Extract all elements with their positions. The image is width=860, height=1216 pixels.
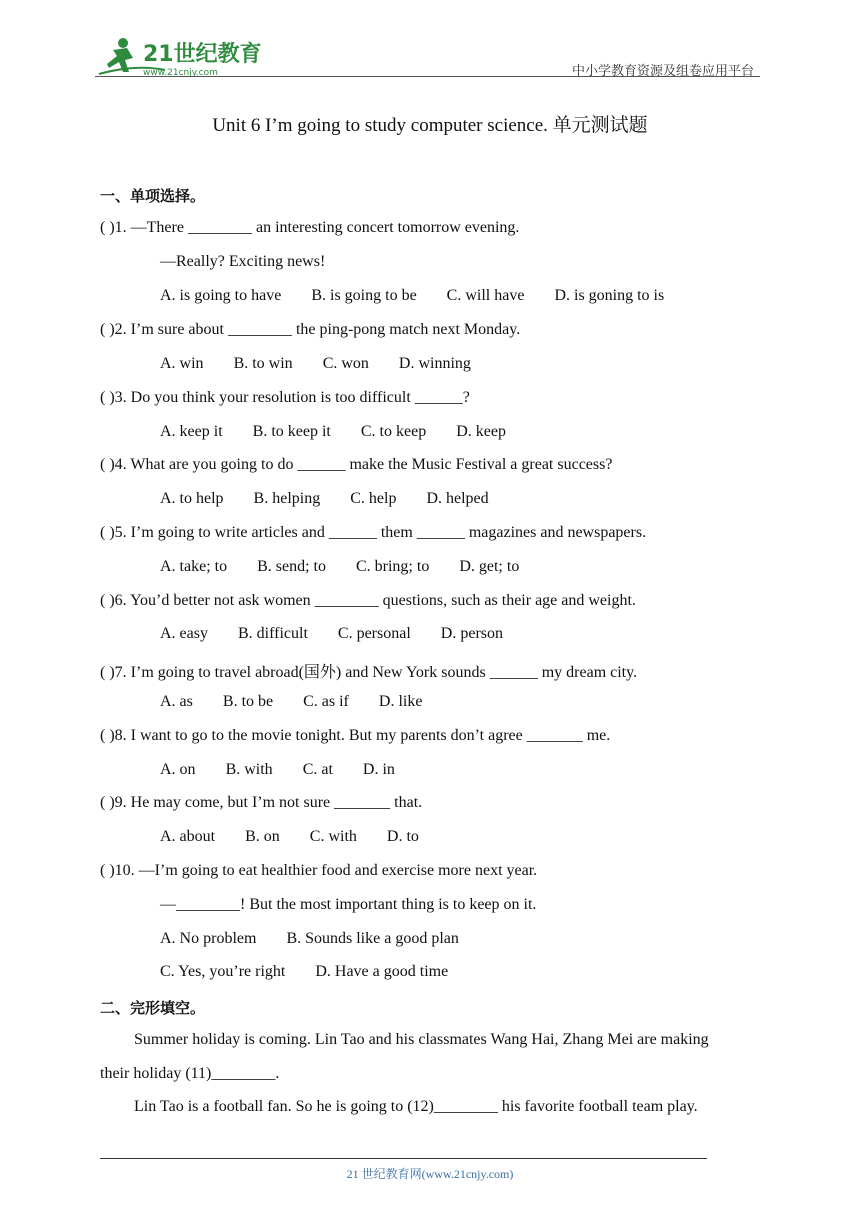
option-c[interactable]: C. won xyxy=(322,355,369,372)
question-10: ( )10. —I’m going to eat healthier food and exercise more next year. xyxy=(100,862,538,879)
question-10-options-row2 xyxy=(160,963,478,981)
option-b[interactable]: B. to keep it xyxy=(252,423,331,440)
option-c[interactable]: C. will have xyxy=(446,287,525,304)
page-title: Unit 6 I’m going to study computer science. 单元测试题 xyxy=(212,115,648,136)
option-b[interactable]: B. is going to be xyxy=(311,287,417,304)
question-10-options-row1 xyxy=(160,930,489,948)
header-divider xyxy=(95,76,760,77)
option-c[interactable]: C. at xyxy=(302,761,333,778)
option-a[interactable]: A. win xyxy=(160,355,204,372)
logo-21cnjy xyxy=(95,34,275,78)
passage-line-2: their holiday (11)________. xyxy=(100,1065,280,1082)
option-a[interactable]: A. easy xyxy=(160,625,208,642)
option-a[interactable]: A. keep it xyxy=(160,423,223,440)
option-a[interactable]: A. is going to have xyxy=(160,287,282,304)
question-8-options xyxy=(160,761,425,779)
option-b[interactable]: B. to win xyxy=(233,355,293,372)
question-10-dialog: —________! But the most important thing is to keep on it. xyxy=(160,896,537,913)
option-c[interactable]: C. bring; to xyxy=(355,558,430,575)
passage-line-3: Lin Tao is a football fan. So he is going to (12)________ his favorite football team play. xyxy=(134,1098,698,1115)
option-a[interactable]: A. about xyxy=(160,828,216,845)
option-b[interactable]: B. to be xyxy=(222,693,274,710)
option-b[interactable]: B. difficult xyxy=(237,625,308,642)
footer-divider xyxy=(100,1158,707,1159)
option-b[interactable]: B. send; to xyxy=(257,558,326,575)
option-d[interactable]: D. winning xyxy=(398,355,471,372)
question-5-options xyxy=(160,558,549,576)
question-1: ( )1. —There ________ an interesting concert tomorrow evening. xyxy=(100,219,520,236)
question-2-options xyxy=(160,355,501,373)
option-d[interactable]: D. keep xyxy=(456,423,506,440)
question-2: ( )2. I’m sure about ________ the ping-pong match next Monday. xyxy=(100,321,521,338)
header-platform-text: 中小学教育资源及组卷应用平台 xyxy=(571,63,754,78)
logo-text: 21世纪教育 xyxy=(143,42,262,67)
option-b[interactable]: B. on xyxy=(245,828,280,845)
question-3-options xyxy=(160,423,536,441)
option-a[interactable]: A. take; to xyxy=(160,558,228,575)
option-b[interactable]: B. Sounds like a good plan xyxy=(286,930,459,947)
question-3: ( )3. Do you think your resolution is too difficult ______? xyxy=(100,389,470,406)
option-c[interactable]: C. with xyxy=(309,828,357,845)
option-d[interactable]: D. is goning to is xyxy=(554,287,665,304)
question-9-options xyxy=(160,828,449,846)
question-7: ( )7. I’m going to travel abroad(国外) and New York sounds ______ my dream city. xyxy=(100,664,638,681)
question-8: ( )8. I want to go to the movie tonight. But my parents don’t agree _______ me. xyxy=(100,727,611,744)
option-b[interactable]: B. helping xyxy=(253,490,321,507)
question-1-options xyxy=(160,287,694,305)
option-a[interactable]: A. on xyxy=(160,761,196,778)
option-d[interactable]: D. in xyxy=(362,761,395,778)
question-7-options xyxy=(160,693,452,711)
option-c[interactable]: C. as if xyxy=(303,693,349,710)
option-a[interactable]: A. No problem xyxy=(160,930,257,947)
question-5: ( )5. I’m going to write articles and ______ them ______ magazines and newspapers. xyxy=(100,524,647,541)
section-heading-2: 二、完形填空。 xyxy=(100,999,206,1017)
option-d[interactable]: D. Have a good time xyxy=(315,963,449,980)
question-6: ( )6. You’d better not ask women ________ questions, such as their age and weight. xyxy=(100,592,636,609)
logo-url: www.21cnjy.com xyxy=(143,68,218,78)
option-d[interactable]: D. to xyxy=(386,828,419,845)
passage-line-1: Summer holiday is coming. Lin Tao and his classmates Wang Hai, Zhang Mei are making xyxy=(134,1031,709,1048)
option-d[interactable]: D. get; to xyxy=(459,558,520,575)
option-b[interactable]: B. with xyxy=(225,761,273,778)
option-c[interactable]: C. to keep xyxy=(360,423,427,440)
option-a[interactable]: A. as xyxy=(160,693,193,710)
option-d[interactable]: D. person xyxy=(440,625,503,642)
option-d[interactable]: D. like xyxy=(378,693,423,710)
option-d[interactable]: D. helped xyxy=(426,490,489,507)
question-6-options xyxy=(160,625,533,643)
footer-text[interactable]: 21 世纪教育网(www.21cnjy.com) xyxy=(346,1167,514,1181)
section-heading-1: 一、单项选择。 xyxy=(100,187,206,205)
page-header xyxy=(95,30,760,78)
option-a[interactable]: A. to help xyxy=(160,490,224,507)
option-c[interactable]: C. Yes, you’re right xyxy=(160,963,286,980)
question-9: ( )9. He may come, but I’m not sure _______ that. xyxy=(100,794,423,811)
option-c[interactable]: C. personal xyxy=(337,625,411,642)
option-c[interactable]: C. help xyxy=(350,490,397,507)
question-1-dialog: —Really? Exciting news! xyxy=(160,253,326,270)
question-4: ( )4. What are you going to do ______ make the Music Festival a great success? xyxy=(100,456,613,473)
question-4-options xyxy=(160,490,519,508)
